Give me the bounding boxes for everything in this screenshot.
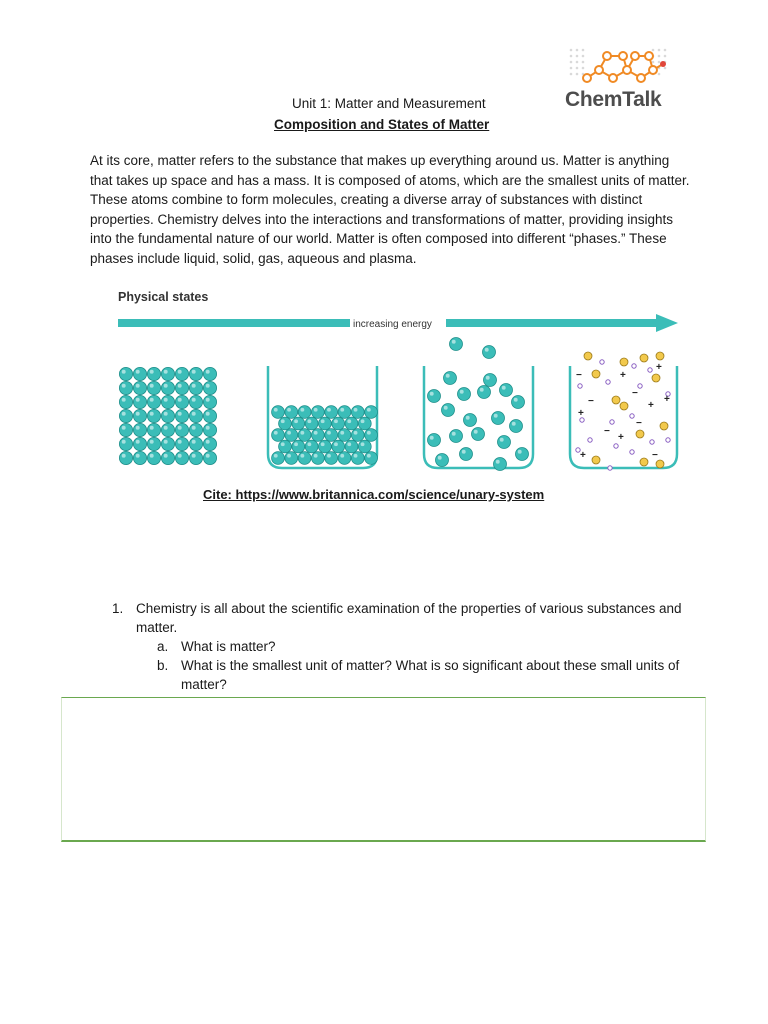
gas-particle xyxy=(450,338,463,351)
liquid-particle xyxy=(272,429,285,442)
particle-highlight xyxy=(307,442,311,446)
answer-box[interactable] xyxy=(61,697,706,842)
particle-highlight xyxy=(274,408,278,412)
particle-highlight xyxy=(281,442,285,446)
molecule-logo-icon xyxy=(565,44,680,88)
particle-highlight xyxy=(514,398,518,402)
solid-particle xyxy=(175,423,188,436)
gas-particle xyxy=(444,372,457,385)
gas-particle xyxy=(464,414,477,427)
energy-arrow-head xyxy=(656,314,678,332)
particle-highlight xyxy=(287,431,291,435)
particle-highlight xyxy=(164,370,168,374)
plasma-beaker xyxy=(570,366,677,468)
solid-particle xyxy=(147,381,160,394)
particle-highlight xyxy=(430,436,434,440)
solid-particle xyxy=(133,451,146,464)
liquid-particle xyxy=(312,429,325,442)
plasma-charge-sign: + xyxy=(656,362,662,373)
liquid-particle xyxy=(285,452,298,465)
plasma-ion xyxy=(592,370,600,378)
particle-highlight xyxy=(300,408,304,412)
particle-highlight xyxy=(281,419,285,423)
solid-particle xyxy=(189,437,202,450)
particle-highlight xyxy=(178,370,182,374)
particle-highlight xyxy=(178,440,182,444)
particle-highlight xyxy=(122,440,126,444)
solid-particle xyxy=(133,367,146,380)
particle-highlight xyxy=(122,370,126,374)
plasma-ion xyxy=(612,396,620,404)
solid-particle xyxy=(147,409,160,422)
plasma-ion xyxy=(660,422,668,430)
liquid-particle xyxy=(292,417,305,430)
particle-highlight xyxy=(192,384,196,388)
solid-particle xyxy=(133,409,146,422)
figure-title: Physical states xyxy=(118,290,209,304)
particle-highlight xyxy=(496,460,500,464)
particle-highlight xyxy=(361,419,365,423)
particle-highlight xyxy=(347,419,351,423)
plasma-ion xyxy=(640,458,648,466)
plasma-charge-sign: − xyxy=(588,396,594,407)
particle-highlight xyxy=(206,454,210,458)
particle-highlight xyxy=(485,348,489,352)
solid-particle xyxy=(119,423,132,436)
solid-particle xyxy=(119,367,132,380)
liquid-particle xyxy=(358,417,371,430)
solid-particle xyxy=(161,409,174,422)
solid-particle xyxy=(119,381,132,394)
particle-highlight xyxy=(136,412,140,416)
particle-highlight xyxy=(354,408,358,412)
solid-particle xyxy=(161,451,174,464)
liquid-particle xyxy=(332,440,345,453)
particle-highlight xyxy=(314,431,318,435)
liquid-particle xyxy=(351,452,364,465)
plasma-electron xyxy=(610,420,614,424)
solid-particle xyxy=(203,367,216,380)
particle-highlight xyxy=(192,370,196,374)
particle-highlight xyxy=(136,384,140,388)
gas-particle xyxy=(436,454,449,467)
gas-particle xyxy=(460,448,473,461)
citation-link[interactable]: Cite: https://www.britannica.com/science/unary-system xyxy=(203,487,545,502)
gas-particle xyxy=(500,384,513,397)
particle-highlight xyxy=(178,412,182,416)
logo-wordmark: ChemTalk xyxy=(565,88,662,111)
particle-highlight xyxy=(321,442,325,446)
unit-title: Unit 1: Matter and Measurement xyxy=(292,96,486,111)
solid-particles xyxy=(119,367,216,464)
plasma-ion xyxy=(640,354,648,362)
particle-highlight xyxy=(136,370,140,374)
gas-particle xyxy=(510,420,523,433)
liquid-particle xyxy=(305,417,318,430)
particle-highlight xyxy=(136,454,140,458)
particle-highlight xyxy=(314,408,318,412)
solid-particle xyxy=(175,367,188,380)
solid-particle xyxy=(189,381,202,394)
plasma-electron xyxy=(606,380,610,384)
particle-highlight xyxy=(314,454,318,458)
plasma-electron xyxy=(630,414,634,418)
question-list xyxy=(112,599,682,694)
solid-particle xyxy=(147,451,160,464)
particle-highlight xyxy=(512,422,516,426)
particle-highlight xyxy=(164,440,168,444)
liquid-particle xyxy=(345,417,358,430)
particle-highlight xyxy=(178,384,182,388)
particle-highlight xyxy=(354,431,358,435)
particle-highlight xyxy=(452,340,456,344)
solid-particle xyxy=(175,381,188,394)
gas-particle xyxy=(492,412,505,425)
plasma-ion xyxy=(656,460,664,468)
particle-highlight xyxy=(136,440,140,444)
particle-highlight xyxy=(192,412,196,416)
solid-particle xyxy=(175,395,188,408)
plasma-particles xyxy=(576,352,670,470)
particle-highlight xyxy=(294,419,298,423)
plasma-charge-sign: + xyxy=(578,408,584,419)
particle-highlight xyxy=(438,456,442,460)
sub-question-letter: b. xyxy=(157,658,169,673)
liquid-particle xyxy=(338,429,351,442)
liquid-particle xyxy=(325,452,338,465)
question-number: 1. xyxy=(112,601,124,616)
plasma-charge-sign: − xyxy=(632,388,638,399)
particle-highlight xyxy=(150,398,154,402)
gas-particle xyxy=(483,346,496,359)
particle-highlight xyxy=(334,442,338,446)
liquid-particle xyxy=(285,406,298,419)
plasma-electron xyxy=(614,444,618,448)
solid-particle xyxy=(175,409,188,422)
liquid-particle xyxy=(312,406,325,419)
particle-highlight xyxy=(150,384,154,388)
solid-particle xyxy=(203,381,216,394)
plasma-ion xyxy=(592,456,600,464)
plasma-ion xyxy=(620,358,628,366)
plasma-charge-sign: + xyxy=(620,370,626,381)
particle-highlight xyxy=(294,442,298,446)
particle-highlight xyxy=(206,440,210,444)
solid-particle xyxy=(189,367,202,380)
particle-highlight xyxy=(150,426,154,430)
particle-highlight xyxy=(460,390,464,394)
plasma-ion xyxy=(620,402,628,410)
particle-highlight xyxy=(500,438,504,442)
particle-highlight xyxy=(321,419,325,423)
plasma-charge-sign: + xyxy=(618,432,624,443)
liquid-particle xyxy=(365,452,378,465)
page-title: Composition and States of Matter xyxy=(274,117,490,132)
solid-particle xyxy=(161,381,174,394)
plasma-charge-sign: − xyxy=(636,418,642,429)
particle-highlight xyxy=(518,450,522,454)
liquid-particle xyxy=(351,429,364,442)
gas-particle xyxy=(472,428,485,441)
particle-highlight xyxy=(444,406,448,410)
solid-particle xyxy=(175,451,188,464)
particle-highlight xyxy=(122,454,126,458)
plasma-electron xyxy=(648,368,652,372)
plasma-ion xyxy=(652,374,660,382)
chemtalk-logo xyxy=(565,44,680,116)
plasma-electron xyxy=(666,438,670,442)
particle-highlight xyxy=(486,376,490,380)
solid-particle xyxy=(119,437,132,450)
liquid-particle xyxy=(298,452,311,465)
question-item xyxy=(112,599,682,637)
plasma-charge-sign: − xyxy=(652,450,658,461)
particle-highlight xyxy=(150,454,154,458)
particle-highlight xyxy=(206,384,210,388)
particle-highlight xyxy=(347,442,351,446)
liquid-particle xyxy=(325,406,338,419)
solid-particle xyxy=(119,409,132,422)
particle-highlight xyxy=(367,408,371,412)
liquid-particle xyxy=(279,440,292,453)
solid-particle xyxy=(147,437,160,450)
gas-particle xyxy=(428,434,441,447)
solid-particle xyxy=(203,409,216,422)
gas-particle xyxy=(512,396,525,409)
particle-highlight xyxy=(150,370,154,374)
liquid-particle xyxy=(298,429,311,442)
liquid-particle xyxy=(272,406,285,419)
particle-highlight xyxy=(327,454,331,458)
solid-particle xyxy=(203,437,216,450)
particle-highlight xyxy=(300,454,304,458)
sub-question-a xyxy=(112,637,682,656)
particle-highlight xyxy=(206,370,210,374)
particle-highlight xyxy=(430,392,434,396)
gas-particle xyxy=(428,390,441,403)
plasma-charge-sign: + xyxy=(648,400,654,411)
plasma-electron xyxy=(600,360,604,364)
particle-highlight xyxy=(367,431,371,435)
intro-paragraph: At its core, matter refers to the substance that makes up everything around us. Matter is anything that takes up space and has a mass. It is composed of atoms, which are the smallest units of matter. These atoms combine to form molecules, creating a diverse array of substances with distinct properties. Chemistry delves into the interactions and transformations of matter, providing insights into the fundamental nature of our world. Matter is often composed into different “phases.” These phases include liquid, solid, gas, aqueous and plasma. xyxy=(90,153,690,266)
liquid-particle xyxy=(358,440,371,453)
solid-particle xyxy=(147,395,160,408)
liquid-particle xyxy=(345,440,358,453)
particle-highlight xyxy=(178,454,182,458)
liquid-particle xyxy=(312,452,325,465)
plasma-ion xyxy=(636,430,644,438)
plasma-electron xyxy=(630,450,634,454)
gas-particle xyxy=(484,374,497,387)
particle-highlight xyxy=(340,431,344,435)
plasma-electron xyxy=(638,384,642,388)
plasma-charge-sign: − xyxy=(576,370,582,381)
solid-particle xyxy=(189,423,202,436)
particle-highlight xyxy=(122,426,126,430)
particle-highlight xyxy=(361,442,365,446)
solid-particle xyxy=(119,451,132,464)
plasma-charge-sign: − xyxy=(604,426,610,437)
sub-question-text: What is the smallest unit of matter? What is so significant about these small units of matter? xyxy=(181,658,680,692)
liquid-particle xyxy=(338,452,351,465)
particle-highlight xyxy=(287,454,291,458)
liquid-particle xyxy=(279,417,292,430)
particle-highlight xyxy=(136,426,140,430)
solid-particle xyxy=(161,437,174,450)
particle-highlight xyxy=(367,454,371,458)
gas-particle xyxy=(478,386,491,399)
question-text: Chemistry is all about the scientific examination of the properties of various substances and matter. xyxy=(136,601,682,635)
particle-highlight xyxy=(178,398,182,402)
plasma-electron xyxy=(650,440,654,444)
liquid-particle xyxy=(365,429,378,442)
particle-highlight xyxy=(340,408,344,412)
gas-particle xyxy=(516,448,529,461)
particle-highlight xyxy=(354,454,358,458)
particle-highlight xyxy=(150,440,154,444)
particle-highlight xyxy=(327,431,331,435)
liquid-particle xyxy=(319,417,332,430)
solid-particle xyxy=(133,437,146,450)
liquid-particle xyxy=(272,452,285,465)
plasma-ion xyxy=(584,352,592,360)
liquid-particle xyxy=(338,406,351,419)
particle-highlight xyxy=(446,374,450,378)
liquid-particle xyxy=(305,440,318,453)
liquid-particle xyxy=(365,406,378,419)
liquid-particle xyxy=(319,440,332,453)
plasma-charge-sign: + xyxy=(664,394,670,405)
particle-highlight xyxy=(192,426,196,430)
plasma-electron xyxy=(608,466,612,470)
solid-particle xyxy=(189,451,202,464)
particle-highlight xyxy=(122,384,126,388)
particle-highlight xyxy=(164,384,168,388)
particle-highlight xyxy=(287,408,291,412)
liquid-particle xyxy=(332,417,345,430)
particle-highlight xyxy=(164,454,168,458)
solid-particle xyxy=(189,395,202,408)
plasma-charge-sign: + xyxy=(580,450,586,461)
solid-particle xyxy=(119,395,132,408)
plasma-ion xyxy=(656,352,664,360)
particle-highlight xyxy=(122,412,126,416)
gas-particles xyxy=(428,338,529,471)
particle-highlight xyxy=(494,414,498,418)
particle-highlight xyxy=(192,398,196,402)
gas-particle xyxy=(442,404,455,417)
particle-highlight xyxy=(164,398,168,402)
particle-highlight xyxy=(122,398,126,402)
physical-states-figure xyxy=(112,282,682,487)
particle-highlight xyxy=(206,412,210,416)
sub-question-b xyxy=(112,656,682,694)
liquid-particles xyxy=(272,406,378,465)
particle-highlight xyxy=(462,450,466,454)
particle-highlight xyxy=(274,454,278,458)
particle-highlight xyxy=(164,426,168,430)
particle-highlight xyxy=(327,408,331,412)
solid-particle xyxy=(161,367,174,380)
particle-highlight xyxy=(192,440,196,444)
solid-particle xyxy=(203,395,216,408)
liquid-particle xyxy=(292,440,305,453)
solid-particle xyxy=(133,381,146,394)
sub-question-text: What is matter? xyxy=(181,639,276,654)
particle-highlight xyxy=(452,432,456,436)
liquid-particle xyxy=(351,406,364,419)
solid-particle xyxy=(203,451,216,464)
liquid-particle xyxy=(298,406,311,419)
gas-particle xyxy=(498,436,511,449)
solid-particle xyxy=(189,409,202,422)
gas-particle xyxy=(458,388,471,401)
particle-highlight xyxy=(206,398,210,402)
liquid-particle xyxy=(325,429,338,442)
particle-highlight xyxy=(300,431,304,435)
particle-highlight xyxy=(334,419,338,423)
energy-arrow-label: increasing energy xyxy=(353,319,432,330)
particle-highlight xyxy=(466,416,470,420)
particle-highlight xyxy=(178,426,182,430)
solid-particle xyxy=(161,395,174,408)
solid-particle xyxy=(203,423,216,436)
gas-particle xyxy=(450,430,463,443)
particle-highlight xyxy=(164,412,168,416)
gas-particle xyxy=(494,458,507,471)
particle-highlight xyxy=(307,419,311,423)
particle-highlight xyxy=(502,386,506,390)
plasma-electron xyxy=(632,364,636,368)
solid-particle xyxy=(147,367,160,380)
solid-particle xyxy=(133,423,146,436)
solid-particle xyxy=(133,395,146,408)
plasma-electron xyxy=(578,384,582,388)
sub-question-letter: a. xyxy=(157,639,169,654)
particle-highlight xyxy=(274,431,278,435)
liquid-particle xyxy=(285,429,298,442)
particle-highlight xyxy=(480,388,484,392)
particle-highlight xyxy=(340,454,344,458)
solid-particle xyxy=(161,423,174,436)
solid-particle xyxy=(175,437,188,450)
particle-highlight xyxy=(136,398,140,402)
particle-highlight xyxy=(150,412,154,416)
particle-highlight xyxy=(206,426,210,430)
particle-highlight xyxy=(474,430,478,434)
particle-highlight xyxy=(192,454,196,458)
solid-particle xyxy=(147,423,160,436)
plasma-electron xyxy=(588,438,592,442)
